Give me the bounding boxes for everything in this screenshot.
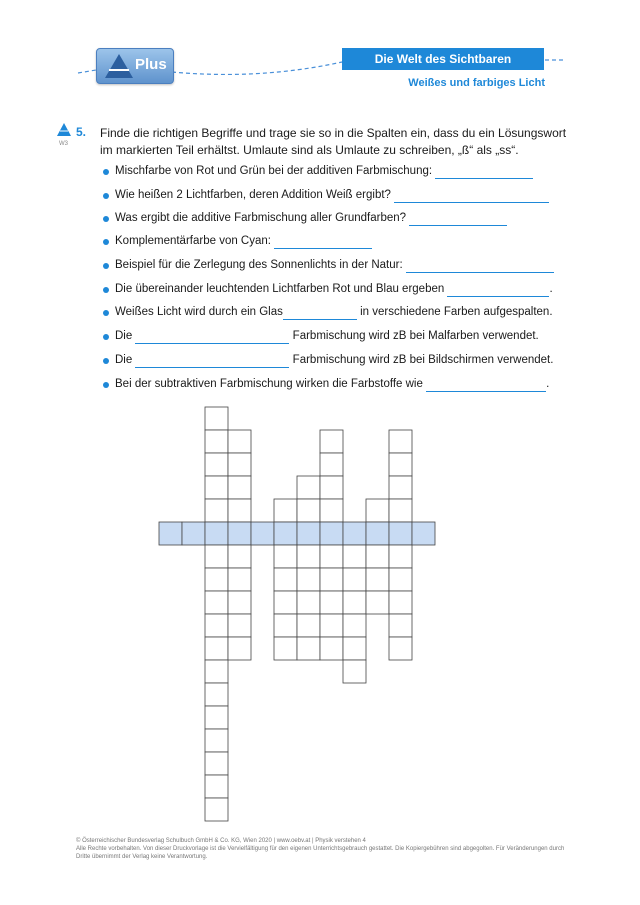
crossword-cell[interactable] [205,729,228,752]
solution-cell[interactable] [412,522,435,545]
crossword-cell[interactable] [274,614,297,637]
solution-cell[interactable] [274,522,297,545]
crossword-cell[interactable] [389,637,412,660]
crossword-cell[interactable] [320,614,343,637]
level-label: W3 [59,141,68,147]
crossword-cell[interactable] [297,591,320,614]
crossword-cell[interactable] [389,430,412,453]
crossword-cell[interactable] [205,545,228,568]
rights-notice: Alle Rechte vorbehalten. Von dieser Druckvorlage ist die Vervielfältigung für den eigenen Unterrichtsgebrauch gestattet. Die Kopiergebühren sind abgegolten. Für Veränderungen durch Dritte übernimmt der Verlag keine Verantwortung. [76,846,565,860]
crossword-cell[interactable] [320,568,343,591]
question-item: Weißes Licht wird durch ein Glas in verschiedene Farben aufgespalten. [115,306,553,318]
crossword-cell[interactable] [366,591,389,614]
crossword-cell[interactable] [320,453,343,476]
logo-text: Plus [135,56,167,73]
crossword-cell[interactable] [205,752,228,775]
crossword-cell[interactable] [228,453,251,476]
crossword-cell[interactable] [343,660,366,683]
crossword-cell[interactable] [205,407,228,430]
crossword-cell[interactable] [205,430,228,453]
question-item: Bei der subtraktiven Farbmischung wirken die Farbstoffe wie . [115,378,550,390]
crossword-cell[interactable] [274,591,297,614]
crossword-cell[interactable] [205,453,228,476]
crossword-cell[interactable] [274,499,297,522]
crossword-cell[interactable] [320,476,343,499]
question-item: Die übereinander leuchtenden Lichtfarben Rot und Blau ergeben . [115,283,553,295]
crossword-cell[interactable] [205,591,228,614]
crossword-cell[interactable] [343,637,366,660]
solution-cell[interactable] [251,522,274,545]
question-item: Beispiel für die Zerlegung des Sonnenlichts in der Natur: [115,258,554,273]
solution-cell[interactable] [205,522,228,545]
crossword-cell[interactable] [205,614,228,637]
crossword-cell[interactable] [320,637,343,660]
crossword-cell[interactable] [366,545,389,568]
copyright-line: © Österreichischer Bundesverlag Schulbuch GmbH & Co. KG, Wien 2020 | www.oebv.at | Physik verstehen 4 [76,838,366,844]
crossword-cell[interactable] [205,683,228,706]
footer [76,837,566,861]
solution-cell[interactable] [366,522,389,545]
crossword-cell[interactable] [205,499,228,522]
crossword-cell[interactable] [389,499,412,522]
solution-cell[interactable] [228,522,251,545]
crossword-cell[interactable] [320,499,343,522]
crossword-cell[interactable] [343,545,366,568]
crossword-cell[interactable] [274,545,297,568]
chapter-title: Die Welt des Sichtbaren [342,48,544,70]
crossword-cell[interactable] [228,568,251,591]
crossword-cell[interactable] [389,591,412,614]
crossword-cell[interactable] [389,476,412,499]
crossword-cell[interactable] [320,591,343,614]
crossword-cell[interactable] [297,545,320,568]
crossword-cell[interactable] [228,591,251,614]
question-item: Komplementärfarbe von Cyan: [115,234,372,249]
question-item: Wie heißen 2 Lichtfarben, deren Addition Weiß ergibt? [115,188,549,203]
crossword-cell[interactable] [228,545,251,568]
solution-cell[interactable] [389,522,412,545]
crossword-cell[interactable] [228,430,251,453]
crossword-cell[interactable] [205,706,228,729]
crossword-cell[interactable] [389,545,412,568]
crossword-cell[interactable] [205,660,228,683]
question-item: Die Farbmischung wird zB bei Bildschirmen verwendet. [115,354,554,366]
task-number: 5. [76,125,87,139]
crossword-cell[interactable] [320,430,343,453]
crossword-cell[interactable] [389,568,412,591]
task-instructions: Finde die richtigen Begriffe und trage sie so in die Spalten ein, dass du ein Lösungswort im markierten Teil erhältst. Umlaute sind als Umlaute zu schreiben, „ß“ als „ss“. [100,126,567,157]
crossword-cell[interactable] [389,453,412,476]
crossword-cell[interactable] [366,499,389,522]
crossword-cell[interactable] [228,499,251,522]
crossword-cell[interactable] [228,476,251,499]
crossword-cell[interactable] [297,499,320,522]
solution-cell[interactable] [297,522,320,545]
solution-cell[interactable] [320,522,343,545]
topic-subtitle: Weißes und farbiges Licht [408,77,545,89]
crossword-cell[interactable] [205,775,228,798]
crossword-cell[interactable] [274,568,297,591]
crossword-cell[interactable] [343,614,366,637]
question-item: Was ergibt die additive Farbmischung aller Grundfarben? [115,211,507,226]
crossword-cell[interactable] [320,545,343,568]
crossword-cell[interactable] [205,476,228,499]
crossword-cell[interactable] [297,637,320,660]
crossword-cell[interactable] [297,476,320,499]
crossword-cell[interactable] [297,614,320,637]
crossword-cell[interactable] [228,637,251,660]
crossword-cell[interactable] [205,798,228,821]
crossword-cell[interactable] [389,614,412,637]
crossword-cell[interactable] [343,591,366,614]
crossword-cell[interactable] [343,568,366,591]
question-item: Die Farbmischung wird zB bei Malfarben verwendet. [115,330,539,342]
crossword-cell[interactable] [297,568,320,591]
crossword-cell[interactable] [274,637,297,660]
question-item: Mischfarbe von Rot und Grün bei der additiven Farbmischung: [115,164,533,179]
crossword-cell[interactable] [366,568,389,591]
solution-cell[interactable] [159,522,182,545]
solution-cell[interactable] [182,522,205,545]
solution-cell[interactable] [343,522,366,545]
crossword-cell[interactable] [205,637,228,660]
crossword-cell[interactable] [205,568,228,591]
crossword-cell[interactable] [228,614,251,637]
